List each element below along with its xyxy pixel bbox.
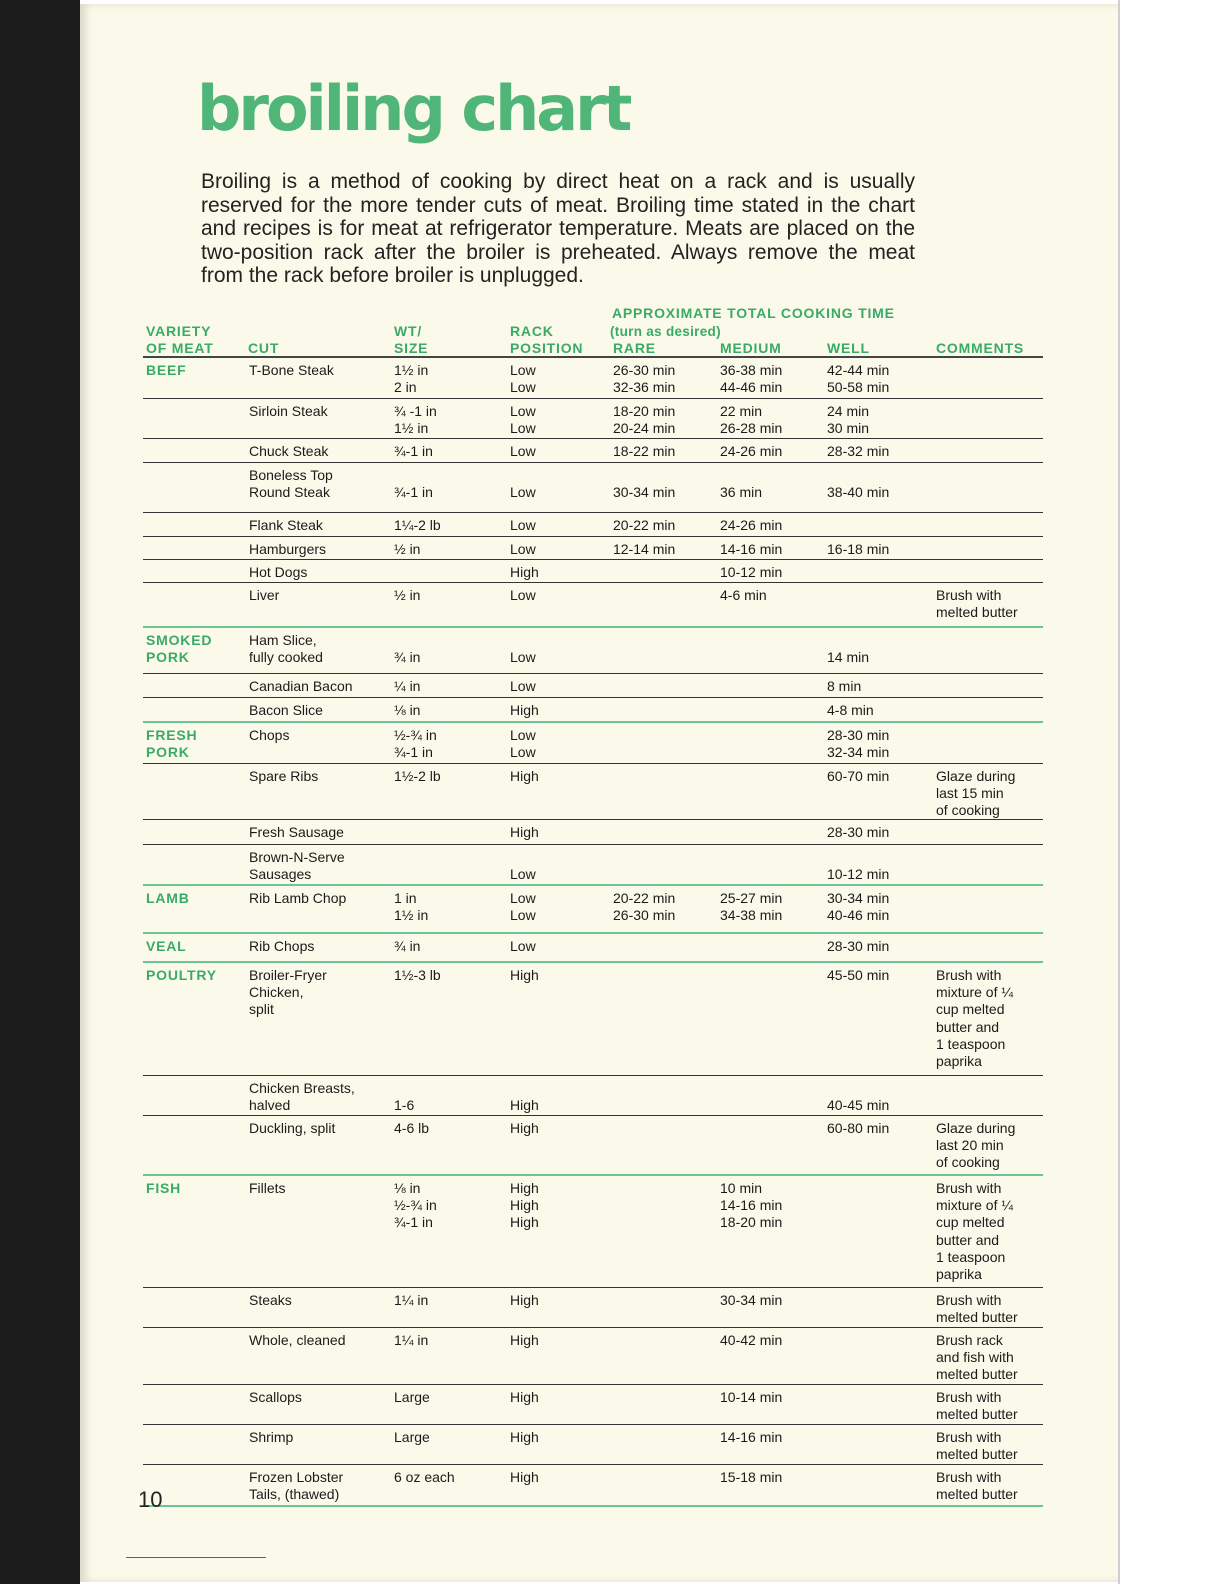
medium-cell: 40-42 min <box>720 1332 783 1348</box>
cut-cell: Liver <box>249 587 280 603</box>
medium-cell: 10-14 min <box>720 1389 783 1405</box>
header-medium: MEDIUM <box>720 340 782 356</box>
medium-cell: 24-26 min <box>720 517 783 533</box>
size-cell: ¾ in <box>394 938 421 954</box>
well-cell: 14 min <box>827 649 870 666</box>
table-row <box>143 1464 1043 1505</box>
well-cell: 42-44 min 50-58 min <box>827 362 890 396</box>
size-cell: ⅛ in ½-¾ in ¾-1 in <box>394 1180 437 1231</box>
rack-cell: High <box>510 1292 539 1308</box>
rack-cell: High <box>510 1389 539 1405</box>
cut-cell: Brown-N-Serve Sausages <box>249 849 345 883</box>
cut-cell: Broiler-Fryer Chicken, split <box>249 967 327 1018</box>
table-row <box>143 886 1043 932</box>
medium-cell: 30-34 min <box>720 1292 783 1308</box>
size-cell: 1½-3 lb <box>394 967 441 983</box>
medium-cell: 10 min 14-16 min 18-20 min <box>720 1180 783 1231</box>
rack-cell: High <box>510 1429 539 1445</box>
page-edge <box>1118 0 1120 1584</box>
size-cell: ⅛ in <box>394 702 421 718</box>
size-cell: 1¼ in <box>394 1292 429 1308</box>
well-cell: 24 min 30 min <box>827 403 870 437</box>
medium-cell: 25-27 min 34-38 min <box>720 890 783 924</box>
size-cell: 6 oz each <box>394 1469 455 1485</box>
comments-cell: Brush with melted butter <box>936 1389 1018 1423</box>
table-row <box>143 1075 1043 1115</box>
medium-cell: 14-16 min <box>720 1429 783 1445</box>
cut-cell: T-Bone Steak <box>249 362 334 378</box>
rare-cell: 18-22 min <box>613 443 676 459</box>
table-row <box>143 934 1043 961</box>
table-group <box>143 1176 1043 1507</box>
cut-cell: Ham Slice, fully cooked <box>249 632 323 666</box>
table-group <box>143 358 1043 628</box>
size-cell: ¾ -1 in 1½ in <box>394 403 437 437</box>
rack-cell: Low <box>510 484 536 501</box>
rack-cell: High <box>510 768 539 784</box>
rack-cell: High <box>510 1332 539 1348</box>
medium-cell: 24-26 min <box>720 443 783 459</box>
rack-cell: Low <box>510 443 536 459</box>
table-row <box>143 559 1043 582</box>
cut-cell: Steaks <box>249 1292 292 1308</box>
rack-cell: Low <box>510 866 536 883</box>
well-cell: 10-12 min <box>827 866 890 883</box>
size-cell: Large <box>394 1429 430 1445</box>
size-cell: 4-6 lb <box>394 1120 430 1136</box>
header-well: WELL <box>827 340 870 356</box>
table-row <box>143 358 1043 398</box>
well-cell: 28-30 min 32-34 min <box>827 727 890 761</box>
rack-cell: High <box>510 824 539 840</box>
variety-label: POULTRY <box>146 967 217 983</box>
size-cell: 1 in 1½ in <box>394 890 429 924</box>
rack-cell: Low <box>510 938 536 954</box>
comments-cell: Brush with melted butter <box>936 1292 1018 1326</box>
table-group <box>143 723 1043 886</box>
comments-cell: Brush with mixture of ¼ cup melted butter and 1 teaspoon paprika <box>936 1180 1014 1283</box>
cut-cell: Rib Lamb Chop <box>249 890 347 906</box>
table-row <box>143 628 1043 673</box>
comments-cell: Brush with mixture of ¼ cup melted butter and 1 teaspoon paprika <box>936 967 1014 1070</box>
well-cell: 8 min <box>827 678 862 694</box>
well-cell: 60-80 min <box>827 1120 890 1136</box>
size-cell: Large <box>394 1389 430 1405</box>
cut-cell: Fresh Sausage <box>249 824 344 840</box>
variety-label: LAMB <box>146 890 190 906</box>
table-row <box>143 398 1043 438</box>
comments-cell: Brush with melted butter <box>936 1469 1018 1503</box>
table-row <box>143 438 1043 462</box>
rack-cell: Low Low <box>510 890 536 924</box>
rack-cell: Low <box>510 678 536 694</box>
table-row <box>143 462 1043 512</box>
size-cell: 1¼-2 lb <box>394 517 441 533</box>
table-group <box>143 963 1043 1176</box>
size-cell: ¾-1 in <box>394 443 433 459</box>
rack-cell: Low Low <box>510 727 536 761</box>
variety-label: VEAL <box>146 938 187 954</box>
broiling-table <box>143 358 1043 1507</box>
cut-cell: Bacon Slice <box>249 702 323 718</box>
size-cell: ½ in <box>394 541 421 557</box>
table-group <box>143 886 1043 934</box>
table-group <box>143 934 1043 963</box>
scan-mark <box>126 1557 266 1558</box>
variety-label: BEEF <box>146 362 187 378</box>
size-cell: ½-¾ in ¾-1 in <box>394 727 437 761</box>
rack-cell: Low <box>510 517 536 533</box>
table-row <box>143 1327 1043 1384</box>
medium-cell: 14-16 min <box>720 541 783 557</box>
well-cell: 30-34 min 40-46 min <box>827 890 890 924</box>
medium-cell: 15-18 min <box>720 1469 783 1485</box>
well-cell: 28-30 min <box>827 938 890 954</box>
cut-cell: Chuck Steak <box>249 443 329 459</box>
table-row <box>143 673 1043 697</box>
table-row <box>143 763 1043 819</box>
header-wt-size: WT/ SIZE <box>394 323 429 356</box>
cut-cell: Frozen Lobster Tails, (thawed) <box>249 1469 344 1503</box>
rare-cell: 18-20 min 20-24 min <box>613 403 676 437</box>
cut-cell: Shrimp <box>249 1429 294 1445</box>
well-cell: 40-45 min <box>827 1097 890 1114</box>
table-row <box>143 1424 1043 1464</box>
rack-cell: High <box>510 1097 539 1114</box>
size-cell: 1¼ in <box>394 1332 429 1348</box>
rare-cell: 20-22 min 26-30 min <box>613 890 676 924</box>
rare-cell: 12-14 min <box>613 541 676 557</box>
comments-cell: Brush with melted butter <box>936 1429 1018 1463</box>
cut-cell: Duckling, split <box>249 1120 336 1136</box>
rack-cell: High High High <box>510 1180 539 1231</box>
medium-cell: 10-12 min <box>720 564 783 580</box>
table-group <box>143 628 1043 723</box>
scan-binding-shadow <box>0 0 80 1584</box>
medium-cell: 36 min <box>720 484 763 501</box>
cut-cell: Spare Ribs <box>249 768 319 784</box>
table-row <box>143 819 1043 844</box>
intro-paragraph: Broiling is a method of cooking by direct heat on a rack and is usually reserved for the more tender cuts of meat. Broiling time stated in the chart and recipes is for meat at refrigerator temperature. Meats are placed on the two-position rack after the broiler is preheated. Always remove the meat from the rack before broiler is unplugged. <box>201 170 915 287</box>
rare-cell: 20-22 min <box>613 517 676 533</box>
comments-cell: Glaze during last 20 min of cooking <box>936 1120 1016 1171</box>
rare-cell: 30-34 min <box>613 484 676 501</box>
header-approx-time: APPROXIMATE TOTAL COOKING TIME <box>612 305 895 321</box>
rack-cell: Low Low <box>510 362 536 396</box>
table-row <box>143 844 1043 884</box>
table-row <box>143 512 1043 536</box>
rack-cell: High <box>510 967 539 983</box>
table-row <box>143 536 1043 559</box>
header-rack-position: RACK POSITION <box>510 323 584 356</box>
size-cell: ¾-1 in <box>394 484 433 501</box>
well-cell: 45-50 min <box>827 967 890 983</box>
rack-cell: Low <box>510 587 536 603</box>
table-row <box>143 1115 1043 1174</box>
rack-cell: Low Low <box>510 403 536 437</box>
cut-cell: Sirloin Steak <box>249 403 328 419</box>
rack-cell: High <box>510 1120 539 1136</box>
well-cell: 28-32 min <box>827 443 890 459</box>
header-comments: COMMENTS <box>936 340 1025 356</box>
size-cell: ½ in <box>394 587 421 603</box>
header-cut: CUT <box>248 340 280 356</box>
well-cell: 28-30 min <box>827 824 890 840</box>
header-rare: RARE <box>613 340 656 356</box>
table-row <box>143 697 1043 721</box>
cut-cell: Whole, cleaned <box>249 1332 346 1348</box>
cut-cell: Scallops <box>249 1389 302 1405</box>
rack-cell: Low <box>510 649 536 666</box>
cut-cell: Chicken Breasts, halved <box>249 1080 355 1114</box>
rack-cell: Low <box>510 541 536 557</box>
variety-label: FISH <box>146 1180 182 1196</box>
table-row <box>143 1176 1043 1287</box>
rack-cell: High <box>510 702 539 718</box>
well-cell: 38-40 min <box>827 484 890 501</box>
page-title: broiling chart <box>197 72 630 145</box>
cut-cell: Chops <box>249 727 290 743</box>
well-cell: 60-70 min <box>827 768 890 784</box>
medium-cell: 36-38 min 44-46 min <box>720 362 783 396</box>
medium-cell: 22 min 26-28 min <box>720 403 783 437</box>
cut-cell: Boneless Top Round Steak <box>249 467 333 501</box>
table-row <box>143 963 1043 1075</box>
rack-cell: High <box>510 564 539 580</box>
cut-cell: Hamburgers <box>249 541 327 557</box>
cut-cell: Flank Steak <box>249 517 323 533</box>
well-cell: 16-18 min <box>827 541 890 557</box>
cut-cell: Fillets <box>249 1180 286 1196</box>
comments-cell: Brush with melted butter <box>936 587 1018 621</box>
well-cell: 4-8 min <box>827 702 874 718</box>
comments-cell: Brush rack and fish with melted butter <box>936 1332 1018 1383</box>
size-cell: 1-6 <box>394 1097 415 1114</box>
table-row <box>143 582 1043 626</box>
size-cell: 1½ in 2 in <box>394 362 429 396</box>
variety-label: FRESH PORK <box>146 727 198 761</box>
size-cell: ¼ in <box>394 678 421 694</box>
medium-cell: 4-6 min <box>720 587 767 603</box>
rack-cell: High <box>510 1469 539 1485</box>
cut-cell: Canadian Bacon <box>249 678 353 694</box>
cut-cell: Rib Chops <box>249 938 315 954</box>
table-row <box>143 723 1043 763</box>
table-row <box>143 1384 1043 1424</box>
cut-cell: Hot Dogs <box>249 564 308 580</box>
variety-label: SMOKED PORK <box>146 632 213 666</box>
header-turn-note: (turn as desired) <box>610 324 721 339</box>
size-cell: ¾ in <box>394 649 421 666</box>
table-row <box>143 1287 1043 1327</box>
comments-cell: Glaze during last 15 min of cooking <box>936 768 1016 819</box>
size-cell: 1½-2 lb <box>394 768 441 784</box>
header-variety: VARIETY OF MEAT <box>146 323 214 356</box>
rare-cell: 26-30 min 32-36 min <box>613 362 676 396</box>
page-number: 10 <box>138 1487 163 1512</box>
